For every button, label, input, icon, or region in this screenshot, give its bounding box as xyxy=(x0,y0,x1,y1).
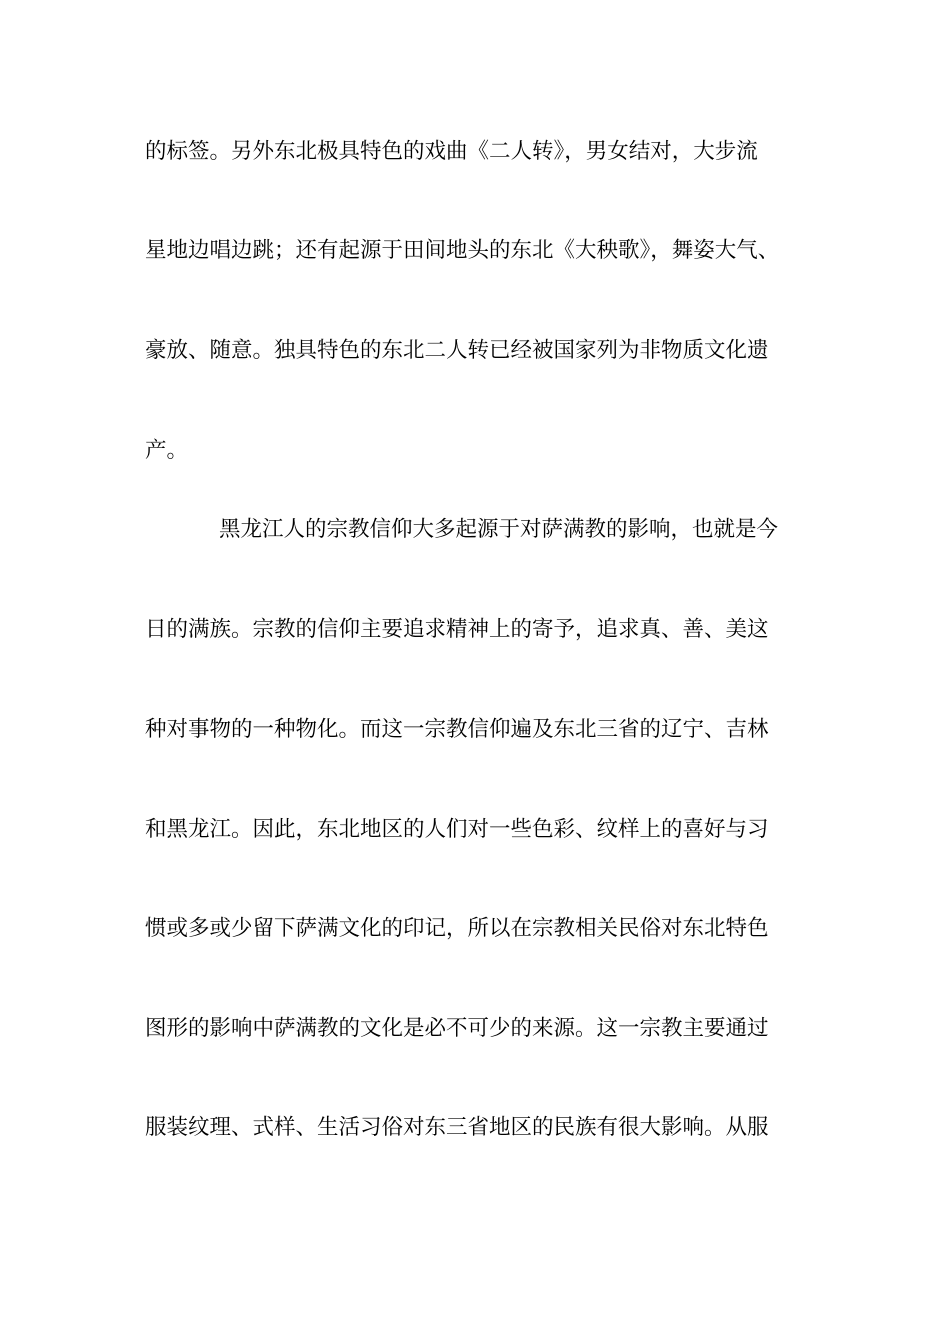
text-line-9: 惯或多或少留下萨满文化的印记，所以在宗教相关民俗对东北特色 xyxy=(145,916,769,941)
text-line-1: 的标签。另外东北极具特色的戏曲《二人转》，男女结对，大步流 xyxy=(145,139,758,164)
text-line-8: 和黑龙江。因此，东北地区的人们对一些色彩、纹样上的喜好与习 xyxy=(145,817,769,842)
text-line-10: 图形的影响中萨满教的文化是必不可少的来源。这一宗教主要通过 xyxy=(145,1016,769,1041)
text-line-3: 豪放、随意。独具特色的东北二人转已经被国家列为非物质文化遗 xyxy=(145,338,769,363)
text-line-6: 日的满族。宗教的信仰主要追求精神上的寄予，追求真、善、美这 xyxy=(145,617,769,642)
text-line-2: 星地边唱边跳；还有起源于田间地头的东北《大秧歌》，舞姿大气、 xyxy=(145,238,780,263)
text-line-11: 服装纹理、式样、生活习俗对东三省地区的民族有很大影响。从服 xyxy=(145,1115,769,1140)
paragraph-start-line: 黑龙江人的宗教信仰大多起源于对萨满教的影响，也就是今 xyxy=(219,517,779,542)
text-line-4: 产。 xyxy=(145,438,189,463)
text-line-7: 种对事物的一种物化。而这一宗教信仰遍及东北三省的辽宁、吉林 xyxy=(145,717,769,742)
